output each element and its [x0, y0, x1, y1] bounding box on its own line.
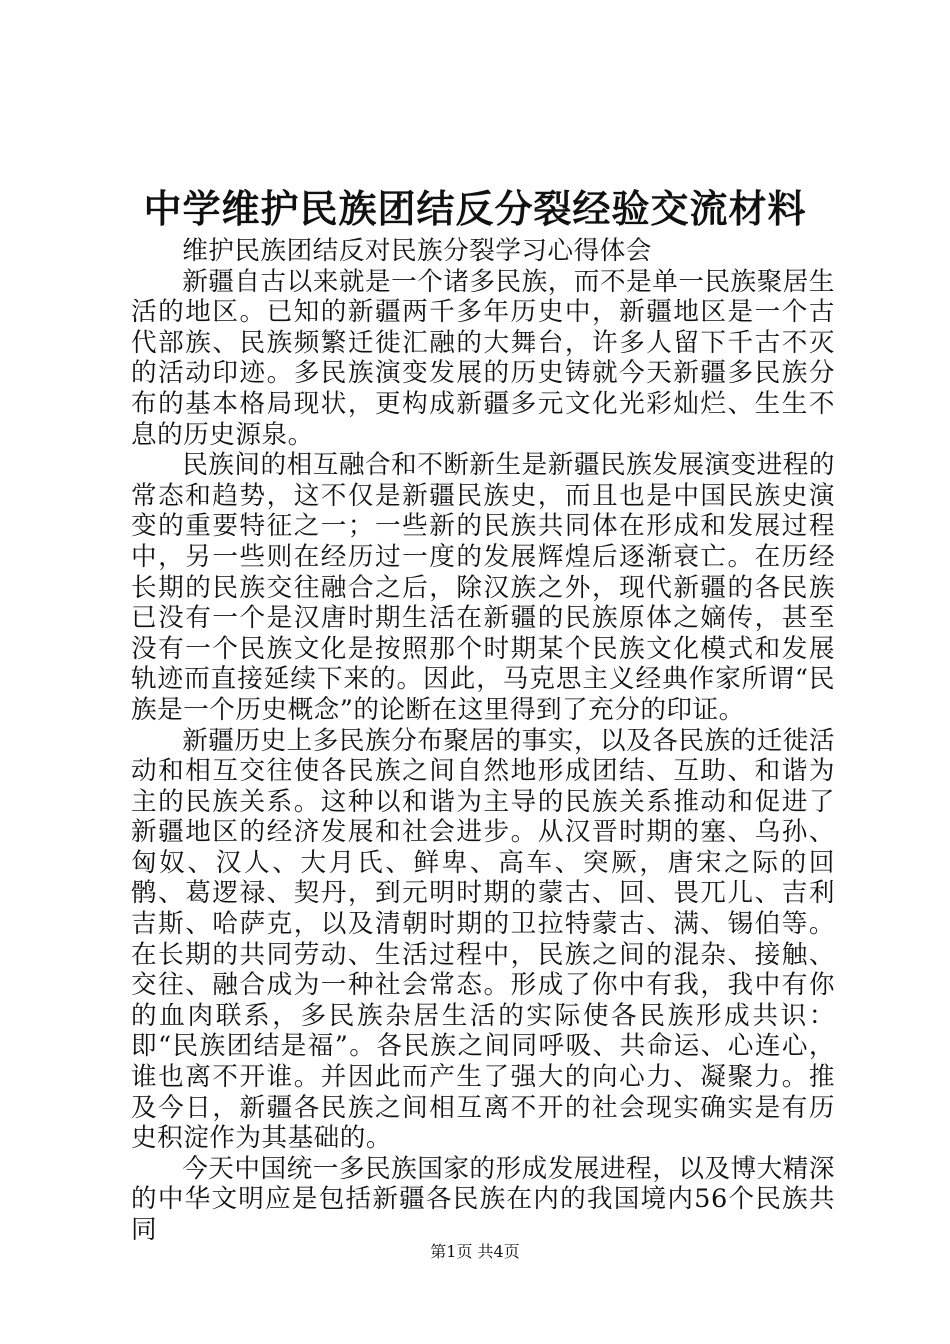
body-paragraph: 今天中国统一多民族国家的形成发展进程，以及博大精深的中华文明应是包括新疆各民族在内的我国境内56个民族共同 — [131, 1153, 835, 1245]
body-paragraph: 新疆自古以来就是一个诸多民族，而不是单一民族聚居生活的地区。已知的新疆两千多年历史中，新疆地区是一个古代部族、民族频繁迁徙汇融的大舞台，许多人留下千古不灭的活动印迹。多民族演变发展的历史铸就今天新疆多民族分布的基本格局现状，更构成新疆多元文化光彩灿烂、生生不息的历史源泉。 — [131, 266, 835, 450]
body-paragraph: 新疆历史上多民族分布聚居的事实，以及各民族的迁徙活动和相互交往使各民族之间自然地形成团结、互助、和谐为主的民族关系。这种以和谐为主导的民族关系推动和促进了新疆地区的经济发展和社会进步。从汉晋时期的塞、乌孙、匈奴、汉人、大月氏、鲜卑、高车、突厥，唐宋之际的回鹘、葛逻禄、契丹，到元明时期的蒙古、回、畏兀儿、吉利吉斯、哈萨克，以及清朝时期的卫拉特蒙古、满、锡伯等。在长期的共同劳动、生活过程中，民族之间的混杂、接触、交往、融合成为一种社会常态。形成了你中有我，我中有你的血肉联系，多民族杂居生活的实际使各民族形成共识：即“民族团结是福”。各民族之间同呼吸、共命运、心连心，谁也离不开谁。并因此而产生了强大的向心力、凝聚力。推及今日，新疆各民族之间相互离不开的社会现实确实是有历史积淀作为其基础的。 — [131, 725, 835, 1154]
body-paragraph: 民族间的相互融合和不断新生是新疆民族发展演变进程的常态和趋势，这不仅是新疆民族史，而且也是中国民族史演变的重要特征之一；一些新的民族共同体在形成和发展过程中，另一些则在经历过一度的发展辉煌后逐渐衰亡。在历经长期的民族交往融合之后，除汉族之外，现代新疆的各民族已没有一个是汉唐时期生活在新疆的民族原体之嫡传，甚至没有一个民族文化是按照那个时期某个民族文化模式和发展轨迹而直接延续下来的。因此，马克思主义经典作家所谓“民族是一个历史概念”的论断在这里得到了充分的印证。 — [131, 450, 835, 725]
subtitle-paragraph: 维护民族团结反对民族分裂学习心得体会 — [182, 236, 652, 266]
document-body — [131, 236, 835, 1246]
page-number-footer: 第1页 共4页 — [430, 1242, 520, 1261]
document-title: 中学维护民族团结反分裂经验交流材料 — [143, 187, 807, 231]
